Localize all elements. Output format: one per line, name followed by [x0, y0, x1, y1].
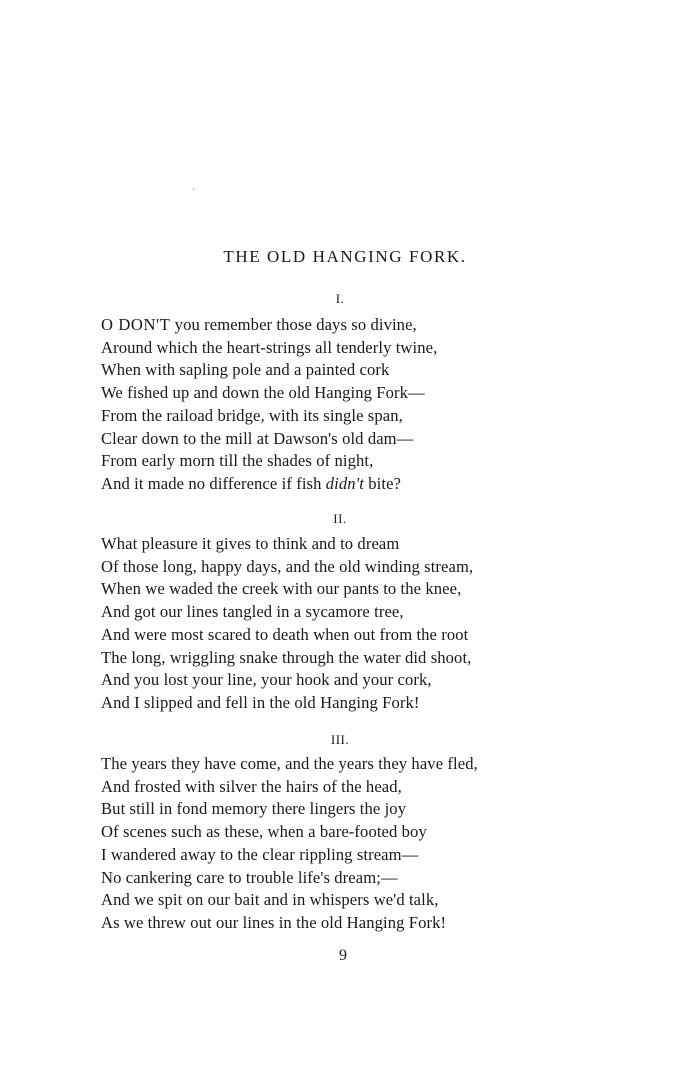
poem-line: I wandered away to the clear rippling stream—: [101, 844, 419, 864]
line-text: bite?: [364, 473, 401, 493]
poem-line: From the raiload bridge, with its single span,: [101, 405, 403, 425]
poem-line: Clear down to the mill at Dawson's old dam—: [101, 428, 414, 448]
poem-line: But still in fond memory there lingers the joy: [101, 799, 407, 819]
poem-line: [101, 473, 661, 496]
poem-line: And you lost your line, your hook and your cork,: [101, 670, 432, 690]
poem-line: Of those long, happy days, and the old winding stream,: [101, 556, 474, 576]
first-line-rest: you remember those days so divine,: [170, 315, 417, 334]
poem-line: And got our lines tangled in a sycamore tree,: [101, 602, 404, 622]
poem-line: [101, 314, 661, 337]
poem-line: The long, wriggling snake through the water did shoot,: [101, 647, 472, 667]
poem-line: No cankering care to trouble life's dream;—: [101, 867, 398, 887]
poem-line: The years they have come, and the years they have fled,: [101, 754, 478, 773]
poem-line: And we spit on our bait and in whispers we'd talk,: [101, 890, 439, 910]
poem-line: From early morn till the shades of night,: [101, 451, 374, 471]
poem-line: And I slipped and fell in the old Hanging Fork!: [101, 692, 420, 712]
stanza-1: [101, 314, 661, 496]
line-text: And it made no difference if fish: [101, 473, 326, 493]
poem-line: We fished up and down the old Hanging Fork—: [101, 383, 425, 403]
stanza-number-1: I.: [335, 291, 345, 306]
poem-line: When with sapling pole and a painted cork: [101, 360, 390, 380]
italic-word: didn't: [325, 473, 364, 493]
poem-line: When we waded the creek with our pants to the knee,: [101, 579, 462, 599]
paper-speck: [193, 188, 194, 190]
stanza-2: [101, 533, 661, 715]
poem-line: What pleasure it gives to think and to dream: [101, 534, 400, 553]
stanza-number-3: III.: [330, 732, 350, 747]
poem-line: As we threw out our lines in the old Hanging Fork!: [101, 912, 447, 932]
poem-line: Around which the heart-strings all tenderly twine,: [101, 337, 438, 357]
stanza-number-2: II.: [333, 511, 347, 526]
poem-line: And frosted with silver the hairs of the head,: [101, 776, 402, 796]
poem-line: Of scenes such as these, when a bare-footed boy: [101, 822, 427, 842]
opening-words: O DON'T: [101, 315, 171, 334]
page-number: 9: [339, 947, 347, 964]
poem-title: THE OLD HANGING FORK.: [223, 247, 467, 266]
poem-line: And were most scared to death when out from the root: [101, 624, 469, 644]
stanza-3: [101, 753, 661, 935]
